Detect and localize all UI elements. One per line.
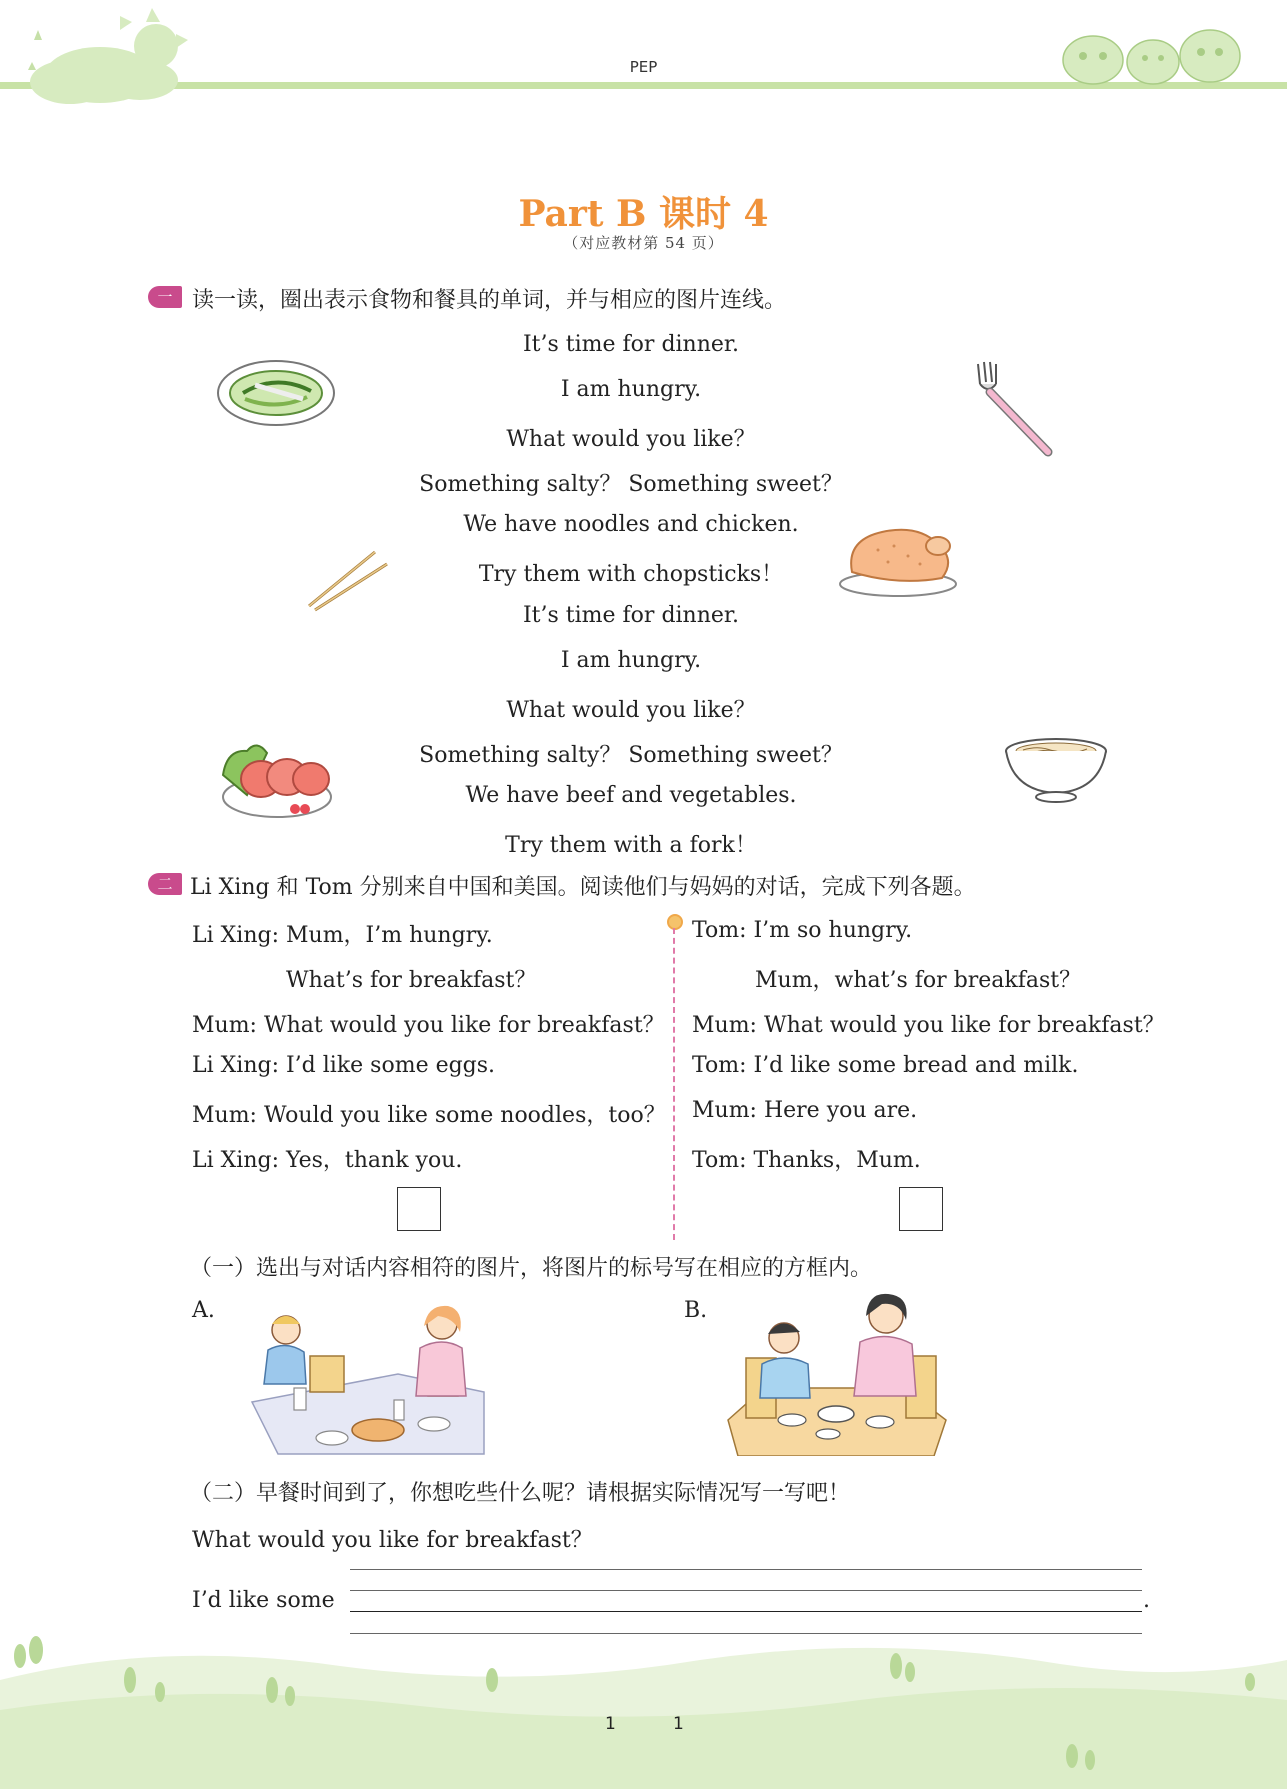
poem-line: Something salty？ Something sweet？ — [419, 472, 843, 497]
answer-period: . — [1143, 1588, 1150, 1613]
poem-line: What would you like？ — [506, 698, 756, 723]
page-subtitle: （对应教材第 54 页） — [563, 234, 724, 252]
right-dialogue-line: Mum: What would you like for breakfast？ — [692, 1013, 1165, 1038]
left-dialogue-line: Mum: What would you like for breakfast？ — [192, 1013, 665, 1038]
page-number-right: 1 — [673, 1714, 684, 1734]
page-number-left: 1 — [605, 1714, 616, 1734]
answer-box-tom[interactable] — [899, 1187, 943, 1231]
poem-line: We have beef and vegetables. — [465, 783, 797, 808]
writing-guide-line — [350, 1569, 1142, 1570]
right-dialogue-line: Mum，what’s for breakfast？ — [755, 968, 1082, 993]
poem-line: I am hungry. — [560, 648, 702, 673]
section-2-badge: 二 — [148, 873, 182, 895]
left-dialogue-line: What’s for breakfast？ — [286, 968, 537, 993]
fork-icon — [970, 358, 1058, 460]
section-1-instruction: 读一读，圈出表示食物和餐具的单词，并与相应的图片连线。 — [192, 288, 787, 313]
beef-vegetables-icon — [217, 735, 335, 821]
writing-guide-line — [350, 1590, 1142, 1591]
left-dialogue-line: Li Xing: Mum，I’m hungry. — [192, 923, 493, 948]
page-title: Part B 课时 4 — [518, 193, 769, 235]
section-2-instruction: Li Xing 和 Tom 分别来自中国和美国。阅读他们与妈妈的对话，完成下列各题。 — [190, 875, 976, 900]
breakfast-question: What would you like for breakfast？ — [192, 1528, 593, 1553]
animal-faces-decoration — [1055, 18, 1255, 88]
noodles-bowl-icon — [1003, 735, 1109, 805]
footer-hills-decoration — [0, 1620, 1287, 1789]
left-dialogue-line: Li Xing: Yes，thank you. — [192, 1148, 463, 1173]
divider-dot — [667, 914, 683, 930]
series-label: PEP — [629, 58, 658, 76]
poem-line: It’s time for dinner. — [522, 603, 740, 628]
poem-line: We have noodles and chicken. — [463, 512, 799, 537]
poem-line: I am hungry. — [560, 377, 702, 402]
answer-box-li-xing[interactable] — [397, 1187, 441, 1231]
salad-plate-icon — [215, 355, 337, 427]
poem-line: What would you like？ — [506, 427, 756, 452]
left-dialogue-line: Li Xing: I’d like some eggs. — [192, 1053, 496, 1078]
option-b-label: B. — [684, 1298, 708, 1323]
poem-line: Try them with chopsticks！ — [478, 562, 784, 587]
dialogue-divider — [673, 928, 675, 1240]
right-dialogue-line: Tom: I’m so hungry. — [692, 918, 913, 943]
part-2-instruction: （二）早餐时间到了，你想吃些什么呢？请根据实际情况写一写吧！ — [190, 1481, 851, 1506]
part-1-instruction: （一）选出与对话内容相符的图片，将图片的标号写在相应的方框内。 — [190, 1256, 873, 1281]
answer-prefix: I’d like some — [192, 1588, 335, 1613]
poem-line: It’s time for dinner. — [522, 332, 740, 357]
poem-line: Something salty？ Something sweet？ — [419, 743, 843, 768]
right-dialogue-line: Tom: I’d like some bread and milk. — [692, 1053, 1079, 1078]
left-dialogue-line: Mum: Would you like some noodles，too？ — [192, 1103, 666, 1128]
chinese-breakfast-picture — [724, 1292, 950, 1456]
chicken-icon — [838, 520, 960, 600]
answer-writing-line[interactable] — [350, 1611, 1142, 1612]
section-1-badge: 一 — [148, 286, 182, 308]
poem-line: Try them with a fork！ — [505, 833, 757, 858]
right-dialogue-line: Mum: Here you are. — [692, 1098, 918, 1123]
option-a-label: A. — [192, 1298, 215, 1323]
right-dialogue-line: Tom: Thanks，Mum. — [692, 1148, 921, 1173]
chopsticks-icon — [305, 548, 391, 614]
western-breakfast-picture — [248, 1300, 486, 1456]
